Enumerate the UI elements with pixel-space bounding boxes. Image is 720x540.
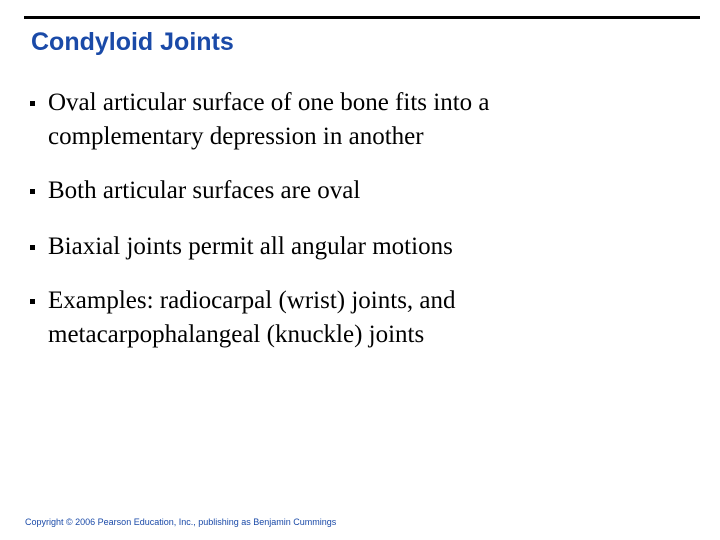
- bullet-item: [30, 230, 648, 264]
- bullet-square-icon: [30, 284, 48, 352]
- bullet-text: Biaxial joints permit all angular motions: [48, 233, 453, 260]
- bullet-square-icon: [30, 86, 48, 154]
- bullet-square-icon: [30, 174, 48, 208]
- bullet-square-icon: [30, 230, 48, 264]
- copyright-footer: Copyright © 2006 Pearson Education, Inc., publishing as Benjamin Cummings: [25, 517, 337, 527]
- bullet-item: [30, 284, 648, 352]
- top-divider: [24, 16, 700, 19]
- bullet-item: [30, 174, 648, 208]
- bullet-text: Both articular surfaces are oval: [48, 177, 361, 204]
- slide-title: Condyloid Joints: [31, 28, 234, 56]
- bullet-text: Oval articular surface of one bone fits into a complementary depression in another: [48, 89, 490, 150]
- bullet-text: Examples: radiocarpal (wrist) joints, and metacarpophalangeal (knuckle) joints: [48, 287, 456, 348]
- bullet-item: [30, 86, 648, 154]
